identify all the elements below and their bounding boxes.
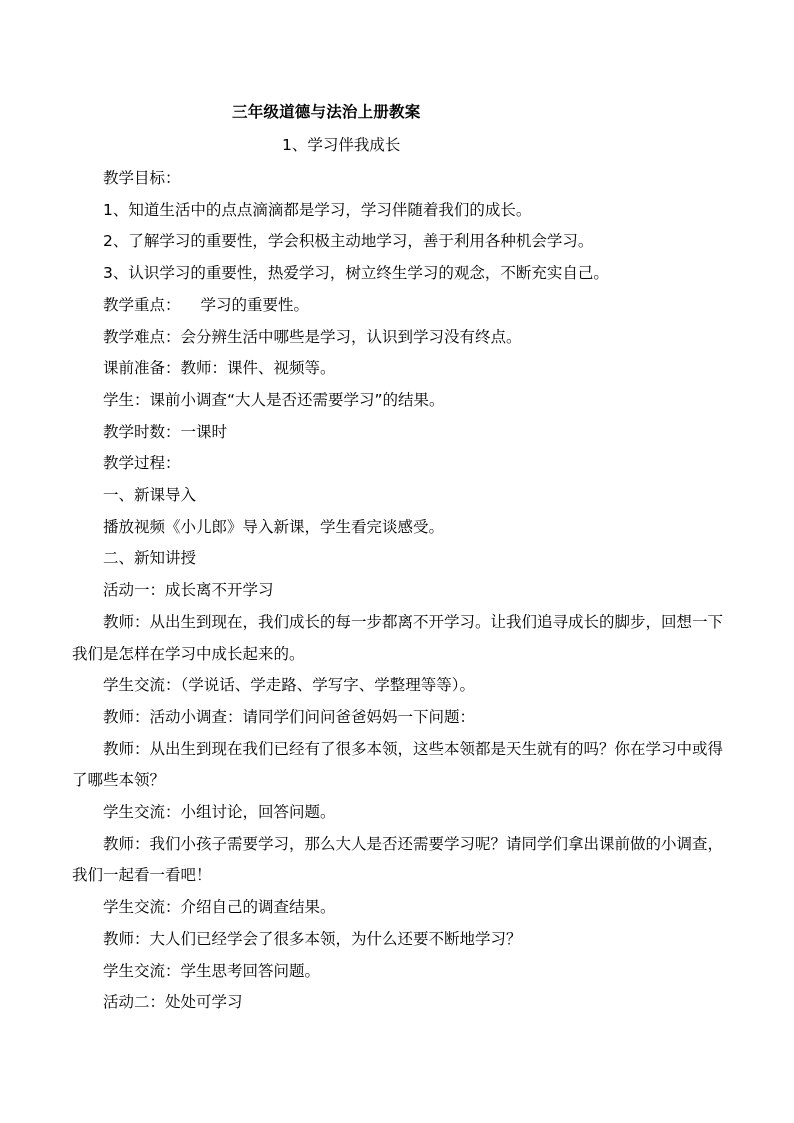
key-point-text: 学习的重要性。 xyxy=(200,295,310,314)
key-point-paragraph xyxy=(72,290,728,322)
paragraph: 教师：从出生到现在我们已经有了很多本领，这些本领都是天生就有的吗？你在学习中或得了哪些本领？ xyxy=(72,739,724,790)
paragraph: 3、认识学习的重要性，热爱学习，树立终生学习的观念，不断充实自己。 xyxy=(103,264,609,283)
paragraph: 活动一：成长离不开学习 xyxy=(103,581,274,600)
paragraph: 学生：课前小调查“大人是否还需要学习”的结果。 xyxy=(103,390,445,409)
key-point-label: 教学重点： xyxy=(103,295,181,314)
paragraph: 一、新课导入 xyxy=(103,486,197,505)
paragraph: 教学难点：会分辨生活中哪些是学习，认识到学习没有终点。 xyxy=(103,327,522,346)
paragraph: 学生交流：介绍自己的调查结果。 xyxy=(103,898,336,917)
paragraph: 学生交流：学生思考回答问题。 xyxy=(103,961,321,980)
paragraph: 活动二：处处可学习 xyxy=(103,993,243,1012)
paragraph: 教师：大人们已经学会了很多本领，为什么还要不断地学习？ xyxy=(103,929,522,948)
paragraph: 2、了解学习的重要性，学会积极主动地学习，善于利用各种机会学习。 xyxy=(103,232,594,251)
paragraph: 教师：从出生到现在，我们成长的每一步都离不开学习。让我们追寻成长的脚步，回想一下我们是怎样在学习中成长起来的。 xyxy=(72,612,724,663)
paragraph: 教师：我们小孩子需要学习，那么大人是否还需要学习呢？请同学们拿出课前做的小调查，我们一起看一看吧！ xyxy=(72,834,724,885)
paragraph: 1、知道生活中的点点滴滴都是学习，学习伴随着我们的成长。 xyxy=(103,200,532,219)
paragraph: 学生交流：（学说话、学走路、学写字、学整理等等）。 xyxy=(103,676,476,695)
paragraph: 教学目标： xyxy=(103,169,181,187)
paragraph: 学生交流：小组讨论，回答问题。 xyxy=(103,803,336,822)
document-body xyxy=(72,163,728,1019)
document-title: 三年级道德与法治上册教案 xyxy=(232,103,421,121)
paragraph: 二、新知讲授 xyxy=(103,549,197,568)
paragraph: 课前准备：教师：课件、视频等。 xyxy=(103,359,336,378)
paragraph: 教学过程： xyxy=(103,454,181,473)
paragraph: 教学时数：一课时 xyxy=(103,422,228,441)
lesson-title: 1、学习伴我成长 xyxy=(282,136,401,154)
paragraph: 教师：活动小调查：请同学们问问爸爸妈妈一下问题： xyxy=(103,707,476,726)
paragraph: 播放视频《小儿郎》导入新课，学生看完谈感受。 xyxy=(103,517,445,536)
